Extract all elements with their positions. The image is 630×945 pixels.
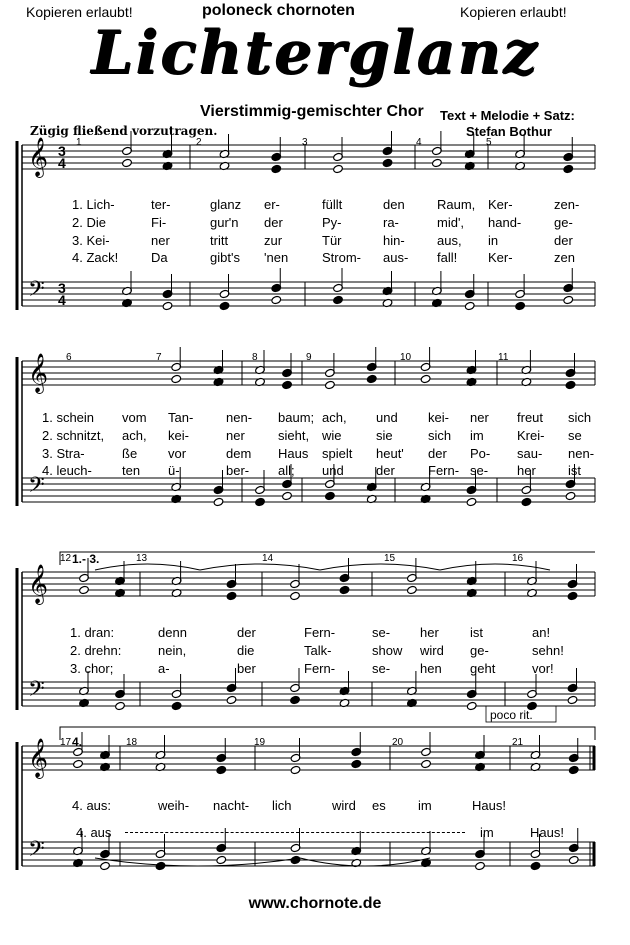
lyric-syllable: im <box>418 798 432 813</box>
lyric-syllable: 4. aus: <box>72 798 112 813</box>
tie <box>200 564 320 570</box>
lyric-syllable: Raum, <box>437 197 476 212</box>
bar-number: 5 <box>486 137 492 148</box>
bar-number: 10 <box>400 352 412 363</box>
bass-lyric-end1: im <box>480 825 494 840</box>
lyric-syllable: Fern- <box>428 463 460 478</box>
lyric-syllable: all; <box>278 463 295 478</box>
bass-note <box>255 497 266 506</box>
alto-note <box>432 158 443 167</box>
lyric-syllable: ten <box>122 463 141 478</box>
publisher-name: poloneck chornoten <box>202 2 355 19</box>
bar-number: 8 <box>252 352 258 363</box>
bass-note <box>271 295 282 304</box>
volta-label: 4. <box>72 735 83 749</box>
lyric-syllable: ach, <box>122 428 147 443</box>
bass-note <box>171 701 182 710</box>
lyric-syllable: es <box>372 798 386 813</box>
volta-label: 1.- 3. <box>72 552 100 566</box>
alto-note <box>226 591 237 600</box>
copy-note-left: Kopieren erlaubt! <box>26 4 133 20</box>
lyric-syllable: sau- <box>517 446 543 461</box>
lyric-syllable: wird <box>420 643 444 658</box>
alto-note <box>565 380 576 389</box>
bass-note <box>155 861 166 870</box>
lyric-syllable: kei- <box>168 428 189 443</box>
lyric-syllable: zen- <box>554 197 580 212</box>
bass-note <box>100 861 111 870</box>
alto-note <box>407 585 418 594</box>
lyric-syllable: Haus! <box>472 798 506 813</box>
treble-clef-icon: 𝄞 <box>28 353 49 393</box>
bass-note <box>466 701 477 710</box>
lyric-syllable: her <box>517 463 536 478</box>
bass-note <box>521 497 532 506</box>
lyric-syllable: Po- <box>470 446 491 461</box>
lyric-syllable: nein, <box>158 643 187 658</box>
bass-lyric-end2: Haus! <box>530 825 564 840</box>
song-title: Lichterglanz <box>91 18 539 88</box>
time-signature: 4 <box>58 292 66 308</box>
alto-note <box>333 164 344 173</box>
bar-number: 1 <box>76 137 82 148</box>
bass-note <box>333 295 344 304</box>
lyric-syllable: sie <box>376 428 393 443</box>
bass-lyric-start: 4. aus <box>76 825 112 840</box>
lyric-syllable: spielt <box>322 446 353 461</box>
lyric-syllable: 1. dran: <box>70 625 115 640</box>
lyric-syllable: lich <box>272 798 292 813</box>
lyric-syllable: und <box>322 463 344 478</box>
bar-number: 19 <box>254 737 266 748</box>
lyric-syllable: aus- <box>383 250 409 265</box>
bass-note <box>282 491 293 500</box>
bass-clef-icon: 𝄢 <box>28 677 45 707</box>
lyric-syllable: gibt's <box>210 250 240 265</box>
treble-clef-icon: 𝄞 <box>28 564 49 604</box>
lyric-syllable: Haus <box>278 446 309 461</box>
lyric-syllable: 2. drehn: <box>70 643 122 658</box>
bass-clef-icon: 𝄢 <box>28 473 45 503</box>
copy-note-right: Kopieren erlaubt! <box>460 4 567 20</box>
tie <box>300 858 430 866</box>
lyric-syllable: füllt <box>322 197 343 212</box>
lyric-syllable: 2. schnitzt, <box>42 428 105 443</box>
bar-number: 14 <box>262 553 274 564</box>
alto-note <box>290 765 301 774</box>
bar-number: 2 <box>196 137 202 148</box>
lyric-syllable: er- <box>264 197 280 212</box>
lyric-syllable: freut <box>517 410 544 425</box>
lyric-syllable: Fern- <box>304 625 336 640</box>
treble-clef-icon: 𝄞 <box>28 738 49 778</box>
lyric-syllable: 4. leuch- <box>42 463 92 478</box>
bass-note <box>290 855 301 864</box>
lyric-syllable: Fi- <box>151 215 167 230</box>
lyric-syllable: se- <box>372 661 391 676</box>
alto-note <box>271 164 282 173</box>
tempo-marking: Zügig fließend vorzutragen. <box>30 124 218 138</box>
bass-note <box>466 497 477 506</box>
bass-note <box>325 491 336 500</box>
alto-note <box>421 759 432 768</box>
bass-note <box>567 695 578 704</box>
alto-note <box>568 765 579 774</box>
lyric-syllable: 2. Die <box>72 215 106 230</box>
lyric-syllable: gur'n <box>210 215 239 230</box>
bass-note <box>475 861 486 870</box>
bass-note <box>213 497 224 506</box>
lyric-syllable: fall! <box>437 250 458 265</box>
alto-note <box>282 380 293 389</box>
lyric-syllable: Talk- <box>304 643 332 658</box>
lyric-syllable: ner <box>226 428 245 443</box>
lyric-syllable: ner <box>151 233 170 248</box>
time-signature: 3 <box>58 143 66 159</box>
lyric-syllable: Da <box>151 250 168 265</box>
bass-note <box>568 855 579 864</box>
lyric-syllable: Fern- <box>304 661 336 676</box>
bass-note <box>515 301 526 310</box>
lyric-syllable: an! <box>532 625 551 640</box>
lyric-syllable: ü- <box>168 463 180 478</box>
tie <box>320 564 440 570</box>
time-signature: 4 <box>58 155 66 171</box>
bar-number: 6 <box>66 352 72 363</box>
lyric-syllable: ter- <box>151 197 171 212</box>
bass-note <box>226 695 237 704</box>
lyric-syllable: her <box>420 625 439 640</box>
bass-note <box>162 301 173 310</box>
lyric-syllable: 3. Stra- <box>42 446 85 461</box>
lyric-syllable: nen- <box>568 446 595 461</box>
bar-number: 7 <box>156 352 162 363</box>
melisma-dash-line <box>125 832 465 833</box>
bass-clef-icon: 𝄢 <box>28 837 45 867</box>
lyric-syllable: Tür <box>322 233 342 248</box>
bar-number: 20 <box>392 737 404 748</box>
footer-website: www.chornote.de <box>248 895 382 912</box>
lyric-syllable: ge- <box>470 643 489 658</box>
lyric-syllable: ber <box>237 661 256 676</box>
lyric-syllable: in <box>488 233 499 248</box>
credits-line2: Stefan Bothur <box>466 124 552 139</box>
alto-note <box>122 158 133 167</box>
bass-note <box>565 491 576 500</box>
lyric-syllable: weih- <box>158 798 190 813</box>
lyric-syllable: vom <box>122 410 147 425</box>
lyric-syllable: der <box>237 625 256 640</box>
alto-note <box>366 374 377 383</box>
lyric-syllable: mid', <box>437 215 465 230</box>
lyric-syllable: nacht- <box>213 798 250 813</box>
alto-note <box>73 759 84 768</box>
bass-note <box>563 295 574 304</box>
lyric-syllable: hand- <box>488 215 522 230</box>
lyric-syllable: Ker- <box>488 250 513 265</box>
lyric-syllable: der <box>376 463 395 478</box>
lyric-syllable: ist <box>470 625 483 640</box>
lyric-syllable: se <box>568 428 582 443</box>
lyric-syllable: baum; <box>278 410 315 425</box>
lyric-syllable: 4. Zack! <box>72 250 119 265</box>
lyric-syllable: 1. Lich- <box>72 197 115 212</box>
lyric-syllable: wird <box>332 798 356 813</box>
lyric-syllable: 1. schein <box>42 410 95 425</box>
lyric-syllable: im <box>470 428 484 443</box>
lyric-syllable: ra- <box>383 215 399 230</box>
lyric-syllable: ber- <box>226 463 250 478</box>
bar-number: 13 <box>136 553 148 564</box>
lyric-syllable: zen <box>554 250 575 265</box>
credits-line1: Text + Melodie + Satz: <box>440 108 575 123</box>
tie <box>440 564 550 570</box>
bar-number: 21 <box>512 737 524 748</box>
lyric-syllable: ist <box>568 463 581 478</box>
bar-number: 17 <box>60 737 72 748</box>
lyric-syllable: zur <box>264 233 283 248</box>
lyric-syllable: 3. chor; <box>70 661 114 676</box>
lyric-syllable: 3. Kei- <box>72 233 110 248</box>
subtitle: Vierstimmig-gemischter Chor <box>200 103 424 120</box>
bar-number: 12 <box>60 553 72 564</box>
lyric-syllable: kei- <box>428 410 449 425</box>
lyric-syllable: sehn! <box>532 643 564 658</box>
lyric-syllable: a- <box>158 661 170 676</box>
lyric-syllable: Strom- <box>322 250 361 265</box>
lyric-syllable: vor! <box>532 661 554 676</box>
lyric-syllable: se- <box>372 625 391 640</box>
lyric-syllable: aus, <box>437 233 462 248</box>
lyric-syllable: se- <box>470 463 489 478</box>
tie <box>95 564 200 570</box>
lyric-syllable: denn <box>158 625 187 640</box>
lyric-syllable: der <box>554 233 573 248</box>
bar-number: 15 <box>384 553 396 564</box>
lyric-syllable: glanz <box>210 197 242 212</box>
treble-clef-icon: 𝄞 <box>28 137 49 177</box>
bass-note <box>530 861 541 870</box>
lyric-syllable: der <box>428 446 447 461</box>
bar-number: 3 <box>302 137 308 148</box>
lyric-syllable: wie <box>322 428 342 443</box>
lyric-syllable: Tan- <box>168 410 194 425</box>
lyric-syllable: hen <box>420 661 442 676</box>
alto-note <box>216 765 227 774</box>
lyric-syllable: die <box>237 643 255 658</box>
bass-note <box>115 701 126 710</box>
bar-number: 9 <box>306 352 312 363</box>
lyric-syllable: dem <box>226 446 252 461</box>
lyric-syllable: Ker- <box>488 197 513 212</box>
lyric-syllable: den <box>383 197 405 212</box>
lyric-syllable: vor <box>168 446 187 461</box>
lyric-syllable: hin- <box>383 233 405 248</box>
lyric-syllable: show <box>372 643 403 658</box>
alto-note <box>79 585 90 594</box>
lyric-syllable: 'nen <box>264 250 289 265</box>
time-signature: 3 <box>58 280 66 296</box>
lyric-syllable: heut' <box>376 446 404 461</box>
lyric-syllable: Krei- <box>517 428 545 443</box>
bass-note <box>219 301 230 310</box>
lyric-syllable: ner <box>470 410 489 425</box>
lyric-syllable: sich <box>568 410 592 425</box>
bass-note <box>216 855 227 864</box>
lyric-syllable: ße <box>122 446 138 461</box>
bar-number: 11 <box>498 352 509 363</box>
alto-note <box>339 585 350 594</box>
lyric-syllable: sich <box>428 428 452 443</box>
alto-note <box>382 158 393 167</box>
lyric-syllable: nen- <box>226 410 253 425</box>
alto-note <box>290 591 301 600</box>
lyric-syllable: sieht, <box>278 428 310 443</box>
tie <box>95 858 300 866</box>
lyric-syllable: geht <box>470 661 496 676</box>
alto-note <box>563 164 574 173</box>
lyric-syllable: und <box>376 410 398 425</box>
alto-note <box>351 759 362 768</box>
lyric-syllable: Py- <box>322 215 342 230</box>
lyric-syllable: tritt <box>210 233 229 248</box>
lyric-syllable: ach, <box>322 410 347 425</box>
alto-note <box>325 380 336 389</box>
bass-clef-icon: 𝄢 <box>28 277 45 307</box>
poco-rit-direction: poco rit. <box>490 708 533 722</box>
bass-note <box>290 695 301 704</box>
lyric-syllable: ge- <box>554 215 573 230</box>
alto-note <box>420 374 431 383</box>
lyric-syllable: der <box>264 215 283 230</box>
alto-note <box>171 374 182 383</box>
bar-number: 4 <box>416 137 422 148</box>
bass-note <box>464 301 475 310</box>
bar-number: 16 <box>512 553 524 564</box>
bar-number: 18 <box>126 737 138 748</box>
alto-note <box>567 591 578 600</box>
